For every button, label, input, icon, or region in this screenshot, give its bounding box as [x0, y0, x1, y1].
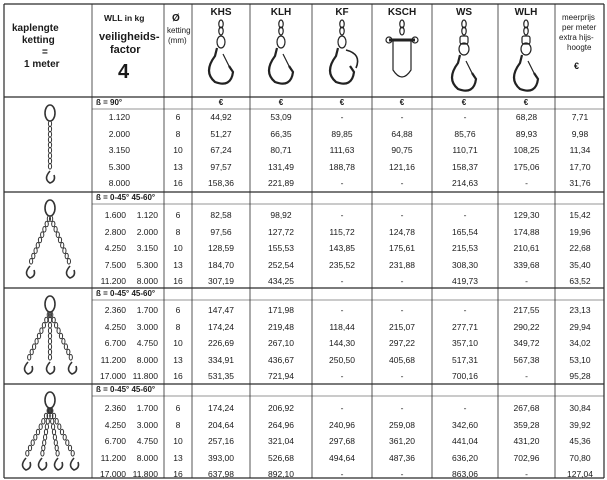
1-leg-sling-icon	[45, 105, 55, 183]
wll-value-45-60: 1.700	[136, 305, 158, 315]
wll-value-45-60: 11.800	[132, 469, 158, 480]
price-klh: 206,92	[268, 403, 294, 413]
wll-value: 5.300	[108, 161, 130, 172]
price-klh: 53,09	[270, 112, 292, 122]
wll-value-45-60: 8.000	[136, 452, 158, 463]
currency-ksch: €	[399, 98, 405, 107]
chain-diameter: 10	[173, 338, 183, 349]
wlh-hook-icon	[514, 20, 538, 91]
price-wlh: 290,22	[513, 321, 540, 332]
price-khs: 637,98	[208, 469, 234, 480]
header-factor: factor	[110, 44, 141, 56]
wll-value-45-60: 1.120	[136, 210, 158, 220]
extra-height-price: 23,13	[569, 305, 591, 315]
price-wlh: 359,28	[513, 419, 540, 430]
extra-height-price: 45,36	[569, 436, 591, 447]
header-hook-khs: KHS	[210, 7, 232, 18]
extra-height-price: 39,92	[569, 419, 591, 430]
price-ksch: -	[400, 178, 404, 189]
price-wlh: 702,96	[513, 452, 540, 463]
price-klh: 219,48	[268, 321, 294, 332]
header-extra-hijs: extra hijs-	[559, 33, 594, 42]
price-ws: 517,31	[452, 354, 478, 365]
price-wlh: -	[525, 276, 528, 287]
4-leg-sling-icon	[23, 392, 79, 470]
wll-value-0-45: 17.000	[100, 469, 126, 480]
header-meerprijs: meerprijs	[562, 13, 595, 22]
price-khs: 307,19	[208, 276, 234, 287]
price-klh: 892,10	[268, 469, 294, 480]
chain-diameter: 16	[173, 469, 183, 480]
price-klh: 66,35	[270, 128, 292, 139]
price-khs: 334,91	[208, 354, 234, 365]
price-klh: 171,98	[268, 305, 294, 315]
extra-height-price: 19,96	[569, 226, 591, 237]
price-kf: 297,68	[329, 436, 355, 447]
price-khs: 226,69	[208, 338, 234, 349]
price-ws: 357,10	[452, 338, 478, 349]
price-ksch: 231,88	[389, 259, 415, 270]
chain-diameter: 16	[173, 276, 183, 287]
price-khs: 97,57	[210, 161, 232, 172]
price-klh: 436,67	[268, 354, 294, 365]
price-ksch: -	[400, 371, 404, 382]
price-kf: -	[340, 305, 344, 315]
chain-diameter: 13	[173, 161, 183, 172]
wll-value: 1.120	[108, 112, 130, 122]
wll-value: 2.000	[108, 128, 130, 139]
wll-value-45-60: 8.000	[136, 276, 158, 287]
price-wlh: 174,88	[513, 226, 540, 237]
wll-value-45-60: 11.800	[132, 371, 158, 382]
price-khs: 158,36	[208, 178, 234, 189]
currency-khs: €	[218, 98, 224, 107]
wll-value-0-45: 7.500	[104, 259, 126, 270]
wll-value-45-60: 3.150	[136, 243, 158, 254]
extra-height-price: 17,70	[569, 161, 591, 172]
wll-value: 8.000	[108, 178, 130, 189]
wll-value-45-60: 3.000	[136, 321, 158, 332]
wll-value-0-45: 4.250	[104, 243, 126, 254]
price-ksch: -	[400, 305, 404, 315]
kf-hook-icon	[330, 20, 358, 84]
price-khs: 257,16	[208, 436, 234, 447]
price-wlh: 349,72	[513, 338, 540, 349]
wll-value-0-45: 6.700	[104, 338, 126, 349]
header-hook-wlh: WLH	[514, 7, 538, 18]
price-klh: 127,72	[268, 226, 294, 237]
wll-value-0-45: 2.360	[104, 403, 126, 413]
price-ksch: 297,22	[389, 338, 415, 349]
currency-wlh: €	[523, 98, 529, 107]
chain-diameter: 13	[173, 354, 183, 365]
price-klh: 526,68	[268, 452, 294, 463]
header-hook-kf: KF	[335, 7, 349, 18]
extra-height-price: 9,98	[571, 128, 589, 139]
price-khs: 51,27	[210, 128, 232, 139]
wll-value-0-45: 2.800	[104, 226, 126, 237]
header-wll-label: WLL in kg	[104, 13, 145, 23]
price-khs: 174,24	[208, 321, 234, 332]
chain-diameter: 13	[173, 452, 183, 463]
header-extra-currency: €	[574, 61, 580, 71]
wll-value-45-60: 2.000	[136, 226, 158, 237]
price-ksch: -	[400, 112, 404, 122]
header-hook-klh: KLH	[270, 7, 292, 18]
price-ksch: -	[400, 210, 404, 220]
price-kf: 118,44	[329, 321, 355, 332]
price-ksch: 361,20	[389, 436, 415, 447]
wll-value-0-45: 2.360	[104, 305, 126, 315]
price-khs: 128,59	[208, 243, 234, 254]
header-ketting: ketting	[22, 35, 55, 46]
wll-value-45-60: 8.000	[136, 354, 158, 365]
wll-value-45-60: 4.750	[136, 436, 158, 447]
price-ws: -	[463, 403, 467, 413]
price-kf: -	[340, 276, 344, 287]
extra-height-price: 70,80	[569, 452, 591, 463]
price-ws: -	[463, 112, 467, 122]
chain-diameter: 10	[173, 145, 183, 156]
wll-value-0-45: 4.250	[104, 419, 126, 430]
price-kf: 235,52	[329, 259, 355, 270]
wll-value-0-45: 1.600	[104, 210, 126, 220]
chain-diameter: 10	[173, 436, 183, 447]
header-diameter-symbol: Ø	[172, 13, 180, 24]
price-ws: 85,76	[454, 128, 476, 139]
price-khs: 393,00	[208, 452, 234, 463]
price-kf: -	[340, 371, 344, 382]
price-ksch: 487,36	[389, 452, 415, 463]
chain-diameter: 8	[175, 128, 181, 139]
price-wlh: -	[525, 371, 528, 382]
chain-diameter: 16	[173, 371, 183, 382]
header-factor-value: 4	[118, 61, 130, 83]
header-hook-ws: WS	[455, 7, 473, 18]
price-klh: 98,92	[270, 210, 292, 220]
extra-height-price: 29,94	[569, 321, 591, 332]
price-ws: -	[463, 305, 467, 315]
extra-height-price: 127,04	[567, 469, 593, 480]
khs-hook-icon	[209, 20, 233, 84]
ksch-hook-icon	[386, 20, 418, 77]
wll-value-45-60: 1.700	[136, 403, 158, 413]
price-klh: 155,53	[268, 243, 294, 254]
header-hoogte: hoogte	[567, 43, 592, 52]
extra-height-price: 53,10	[569, 354, 591, 365]
price-kf: -	[340, 178, 344, 189]
price-ws: 863,06	[452, 469, 478, 480]
wll-value-45-60: 4.750	[136, 338, 158, 349]
2-leg-sling-icon	[27, 200, 75, 278]
price-kf: 250,50	[329, 354, 355, 365]
extra-height-price: 7,71	[571, 112, 589, 122]
price-ksch: -	[400, 469, 404, 480]
price-khs: 204,64	[208, 419, 234, 430]
header-hook-ksch: KSCH	[387, 7, 417, 18]
price-wlh: 129,30	[513, 210, 540, 220]
price-wlh: 210,61	[513, 243, 540, 254]
extra-height-price: 31,76	[569, 178, 591, 189]
price-khs: 44,92	[210, 112, 232, 122]
currency-klh: €	[278, 98, 284, 107]
wll-value-45-60: 3.000	[136, 419, 158, 430]
price-kf: 494,64	[329, 452, 355, 463]
price-klh: 321,04	[268, 436, 294, 447]
wll-value-0-45: 11.200	[100, 354, 126, 365]
header-veiligheids: veiligheids-	[99, 31, 160, 43]
price-kf: 111,63	[329, 145, 355, 156]
chain-diameter: 8	[175, 321, 181, 332]
price-khs: 174,24	[208, 403, 234, 413]
chain-diameter: 6	[175, 210, 181, 220]
section-angle-label: ß = 0-45° 45-60°	[96, 385, 156, 394]
price-kf: 89,85	[331, 128, 353, 139]
price-ksch: 121,16	[389, 161, 415, 172]
price-wlh: 567,38	[513, 354, 540, 365]
price-klh: 252,54	[268, 259, 294, 270]
price-kf: 115,72	[329, 226, 355, 237]
price-kf: -	[340, 403, 344, 413]
price-ksch: 175,61	[389, 243, 415, 254]
header-1-meter: 1 meter	[24, 59, 60, 70]
extra-height-price: 35,40	[569, 259, 591, 270]
chain-diameter: 8	[175, 226, 181, 237]
price-ws: 419,73	[452, 276, 478, 287]
wll-value-0-45: 11.200	[100, 276, 126, 287]
3-leg-sling-icon	[25, 296, 77, 374]
price-kf: -	[340, 112, 344, 122]
price-ws: 214,63	[452, 178, 478, 189]
klh-hook-icon	[269, 20, 293, 84]
extra-height-price: 63,52	[569, 276, 591, 287]
price-ksch: 64,88	[391, 128, 413, 139]
header-equals: =	[42, 47, 48, 58]
price-ksch: 124,78	[389, 226, 415, 237]
chain-diameter: 6	[175, 112, 181, 122]
price-klh: 131,49	[268, 161, 294, 172]
currency-ws: €	[461, 98, 467, 107]
chain-diameter: 6	[175, 305, 181, 315]
price-wlh: 431,20	[513, 436, 540, 447]
price-klh: 721,94	[268, 371, 294, 382]
price-ksch: 215,07	[389, 321, 415, 332]
price-kf: 188,78	[329, 161, 355, 172]
price-klh: 80,71	[270, 145, 292, 156]
chain-diameter: 10	[173, 243, 183, 254]
chain-diameter: 8	[175, 419, 181, 430]
price-khs: 184,70	[208, 259, 234, 270]
price-wlh: 89,93	[515, 128, 538, 139]
price-ws: 158,37	[452, 161, 478, 172]
extra-height-price: 30,84	[569, 403, 591, 413]
header-kaplengte: kaplengte	[12, 23, 59, 34]
chain-diameter: 13	[173, 259, 183, 270]
price-ws: 441,04	[452, 436, 478, 447]
price-wlh: -	[525, 469, 528, 480]
price-wlh: 339,68	[513, 259, 540, 270]
price-klh: 221,89	[268, 178, 294, 189]
chain-diameter: 6	[175, 403, 181, 413]
price-wlh: 68,28	[515, 112, 538, 122]
section-angle-label: ß = 0-45° 45-60°	[96, 289, 156, 298]
extra-height-price: 11,34	[569, 145, 591, 156]
price-ws: 110,71	[452, 145, 478, 156]
price-wlh: 175,06	[513, 161, 540, 172]
price-ksch: 259,08	[389, 419, 415, 430]
price-ksch: 405,68	[389, 354, 415, 365]
header-diameter-ketting: ketting	[167, 26, 191, 35]
wll-value-0-45: 17.000	[100, 371, 126, 382]
price-kf: -	[340, 469, 344, 480]
price-ws: 215,53	[452, 243, 478, 254]
price-wlh: 217,55	[513, 305, 540, 315]
price-kf: -	[340, 210, 344, 220]
price-ws: -	[463, 210, 467, 220]
price-kf: 143,85	[329, 243, 355, 254]
price-ws: 700,16	[452, 371, 478, 382]
price-khs: 147,47	[208, 305, 234, 315]
currency-kf: €	[339, 98, 345, 107]
price-wlh: 267,68	[513, 403, 540, 413]
section-angle-label: ß = 0-45° 45-60°	[96, 193, 156, 202]
header-diameter-mm: (mm)	[168, 36, 187, 45]
extra-height-price: 95,28	[569, 371, 591, 382]
price-khs: 97,56	[210, 226, 232, 237]
header-per-meter: per meter	[562, 23, 597, 32]
price-ksch: -	[400, 403, 404, 413]
wll-value-0-45: 4.250	[104, 321, 126, 332]
extra-height-price: 22,68	[569, 243, 591, 254]
extra-height-price: 15,42	[569, 210, 591, 220]
chain-diameter: 16	[173, 178, 183, 189]
ws-hook-icon	[452, 20, 476, 91]
price-khs: 67,24	[210, 145, 232, 156]
price-kf: 144,30	[329, 338, 355, 349]
price-klh: 434,25	[268, 276, 294, 287]
wll-value-45-60: 5.300	[136, 259, 158, 270]
price-wlh: 108,25	[513, 145, 540, 156]
price-ws: 277,71	[452, 321, 478, 332]
section-angle-label: ß = 90°	[96, 98, 123, 107]
price-wlh: -	[525, 178, 528, 189]
price-klh: 267,10	[268, 338, 294, 349]
price-khs: 82,58	[210, 210, 232, 220]
price-ksch: -	[400, 276, 404, 287]
price-kf: 240,96	[329, 419, 355, 430]
wll-value-0-45: 6.700	[104, 436, 126, 447]
price-klh: 264,96	[268, 419, 294, 430]
price-ws: 636,20	[452, 452, 478, 463]
price-ws: 165,54	[452, 226, 478, 237]
price-ws: 308,30	[452, 259, 478, 270]
price-ksch: 90,75	[391, 145, 413, 156]
extra-height-price: 34,02	[569, 338, 591, 349]
price-khs: 531,35	[208, 371, 234, 382]
wll-value-0-45: 11.200	[100, 452, 126, 463]
wll-value: 3.150	[108, 145, 130, 156]
price-ws: 342,60	[452, 419, 478, 430]
